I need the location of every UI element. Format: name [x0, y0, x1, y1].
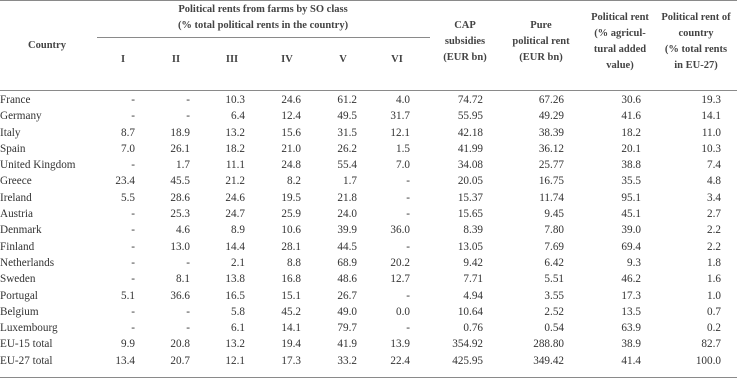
pure-political-rent-cell: 67.26 [538, 94, 564, 106]
table-row [0, 320, 721, 336]
cap-subsidies-header [428, 18, 502, 66]
table-top-rule [0, 0, 737, 1]
class-4-cell: 16.8 [281, 273, 301, 286]
class-1-cell: 8.7 [121, 126, 135, 139]
political-rent-va-cell: 63.9 [621, 322, 641, 335]
class-6-cell: 36.0 [390, 224, 410, 237]
cap-subsidies-cell: 10.64 [457, 305, 483, 318]
rent-eu-header-line4: in EU-27) [674, 60, 718, 71]
political-rent-va-cell: 18.2 [621, 126, 641, 139]
class-4-cell: 19.4 [281, 338, 301, 351]
class-1-cell: 5.1 [121, 289, 135, 302]
class-3-cell: 6.4 [231, 110, 245, 123]
class-4-cell: 24.6 [281, 94, 301, 106]
class-4-cell: 10.6 [281, 224, 301, 237]
country-cell: Netherlands [0, 256, 55, 269]
political-rent-va-cell: 41.4 [621, 354, 641, 367]
class-3-cell: 16.5 [225, 289, 245, 302]
country-cell: Spain [0, 142, 26, 155]
class-4-cell: 8.8 [287, 256, 301, 269]
class-2-cell: 20.8 [170, 338, 190, 351]
class-1-cell: 7.0 [121, 142, 135, 155]
class-5-cell: 21.8 [337, 191, 357, 204]
class-1-cell: 13.4 [115, 354, 135, 367]
class-1-cell: - [131, 224, 135, 237]
political-rent-eu-cell: 82.7 [701, 338, 721, 351]
country-cell: EU-15 total [0, 338, 53, 351]
class-5-cell: 48.6 [337, 273, 357, 286]
class-1-cell: - [131, 305, 135, 318]
political-rent-va-cell: 30.6 [621, 94, 641, 106]
political-rent-eu-cell: 1.6 [707, 273, 721, 286]
pure-political-rent-cell: 7.80 [544, 224, 564, 237]
table-row [0, 141, 721, 157]
table-row [0, 108, 721, 124]
political-rent-va-cell: 69.4 [621, 240, 641, 253]
class-1-cell: 5.5 [121, 191, 135, 204]
country-cell: Ireland [0, 191, 32, 204]
pure-header-line1: Pure [530, 20, 552, 31]
rent-va-header-line3: tural added [593, 44, 647, 55]
class-3-cell: 11.1 [225, 159, 245, 172]
pure-political-rent-cell: 3.55 [544, 289, 564, 302]
political-rent-va-cell: 17.3 [621, 289, 641, 302]
class-1-cell: - [131, 208, 135, 221]
table-row [0, 190, 721, 206]
class-3-cell: 8.9 [231, 224, 245, 237]
class-5-cell: 41.9 [337, 338, 357, 351]
class-header-5: V [339, 54, 347, 65]
rent-eu-header-line1: Political rent of [661, 12, 731, 23]
class-header-1: I [120, 54, 126, 65]
class-header-3: III [225, 54, 239, 65]
country-cell: Luxembourg [0, 322, 58, 335]
table-row [0, 206, 721, 222]
cap-subsidies-cell: 0.76 [463, 322, 483, 335]
rent-eu-header-line2: country [678, 28, 714, 39]
table-bottom-rule [0, 377, 737, 378]
class-6-cell: 1.5 [396, 142, 410, 155]
political-rent-eu-cell: 1.8 [707, 256, 721, 269]
table-row [0, 92, 721, 108]
pure-political-rent-cell: 38.39 [538, 126, 564, 139]
country-cell: France [0, 94, 31, 106]
class-4-cell: 12.4 [281, 110, 301, 123]
so-class-group-title-line2: (% total political rents in the country) [177, 20, 349, 31]
class-3-cell: 5.8 [231, 305, 245, 318]
cap-subsidies-cell: 34.08 [457, 159, 483, 172]
country-cell: Italy [0, 126, 21, 139]
cap-subsidies-cell: 4.94 [463, 289, 483, 302]
table-row [0, 222, 721, 238]
class-3-cell: 6.1 [231, 322, 245, 335]
country-cell: Sweden [0, 273, 36, 286]
country-cell: Portugal [0, 289, 38, 302]
class-2-cell: 25.3 [170, 208, 190, 221]
cap-subsidies-cell: 41.99 [457, 142, 483, 155]
pure-political-rent-cell: 11.74 [539, 191, 564, 204]
class-4-cell: 21.0 [281, 142, 301, 155]
class-6-cell: 13.9 [390, 338, 410, 351]
so-class-group-title [98, 2, 428, 34]
political-rent-va-cell: 13.5 [621, 305, 641, 318]
class-5-cell: 68.9 [337, 256, 357, 269]
class-2-cell: 1.7 [176, 159, 190, 172]
table-row [0, 125, 721, 141]
political-rent-eu-cell: 14.1 [701, 110, 721, 123]
rent-va-header-line1: Political rent [591, 12, 649, 23]
table-row [0, 353, 721, 369]
table-body [0, 92, 721, 369]
class-6-cell: 31.7 [390, 110, 410, 123]
country-cell: Denmark [0, 224, 42, 237]
class-5-cell: 39.9 [337, 224, 357, 237]
table-row [0, 255, 721, 271]
country-column-header: Country [28, 40, 66, 51]
political-rent-va-cell: 38.9 [621, 338, 641, 351]
table-row [0, 336, 721, 352]
class-3-cell: 24.7 [225, 208, 245, 221]
class-4-cell: 8.2 [287, 175, 301, 188]
pure-political-rent-cell: 5.51 [544, 273, 564, 286]
political-rent-eu-cell: 4.8 [707, 175, 721, 188]
cap-header-line1: CAP [454, 20, 476, 31]
pure-header-line2: political rent [512, 36, 570, 47]
table-row [0, 173, 721, 189]
class-6-cell: 12.7 [390, 273, 410, 286]
class-4-cell: 19.5 [281, 191, 301, 204]
rent-va-header-line4: value) [606, 60, 634, 71]
political-rent-eu-cell: 3.4 [707, 191, 721, 204]
class-6-cell: - [406, 240, 410, 253]
class-2-cell: 13.0 [170, 240, 190, 253]
class-5-cell: 49.5 [337, 110, 357, 123]
class-5-cell: 24.0 [337, 208, 357, 221]
class-header-6: VI [391, 54, 403, 65]
table-row [0, 239, 721, 255]
class-3-cell: 13.8 [225, 273, 245, 286]
class-3-cell: 2.1 [231, 256, 245, 269]
cap-subsidies-cell: 42.18 [457, 126, 483, 139]
class-5-cell: 26.7 [337, 289, 357, 302]
political-rent-eu-cell: 11.0 [701, 126, 721, 139]
cap-subsidies-cell: 9.42 [463, 256, 483, 269]
political-rent-eu-cell: 19.3 [701, 94, 721, 106]
class-1-cell: - [131, 273, 135, 286]
political-rent-va-cell: 35.5 [621, 175, 641, 188]
class-4-cell: 24.8 [281, 159, 301, 172]
rent-eu-header-line3: (% total rents [664, 44, 728, 55]
class-1-cell: - [131, 110, 135, 123]
political-rent-eu-header [655, 10, 737, 74]
class-3-cell: 18.2 [225, 142, 245, 155]
class-header-4: IV [281, 54, 293, 65]
class-4-cell: 28.1 [281, 240, 301, 253]
country-cell: United Kingdom [0, 159, 76, 172]
cap-subsidies-cell: 15.65 [457, 208, 483, 221]
pure-political-rent-cell: 16.75 [538, 175, 564, 188]
class-5-cell: 44.5 [337, 240, 357, 253]
pure-political-rent-cell: 9.45 [544, 208, 564, 221]
pure-political-rent-header [500, 18, 582, 66]
political-rent-eu-cell: 2.7 [707, 208, 721, 221]
class-2-cell: 18.9 [170, 126, 190, 139]
political-rent-eu-cell: 10.3 [701, 142, 721, 155]
pure-political-rent-cell: 6.42 [544, 256, 564, 269]
so-class-group-title-line1: Political rents from farms by SO class [178, 4, 348, 15]
pure-political-rent-cell: 49.29 [538, 110, 564, 123]
class-6-cell: 7.0 [396, 159, 410, 172]
country-cell: Austria [0, 208, 33, 221]
class-3-cell: 13.2 [225, 338, 245, 351]
class-3-cell: 21.2 [225, 175, 245, 188]
class-3-cell: 12.1 [225, 354, 245, 367]
class-5-cell: 31.5 [337, 126, 357, 139]
class-6-cell: - [406, 289, 410, 302]
cap-subsidies-cell: 7.71 [463, 273, 483, 286]
pure-political-rent-cell: 36.12 [538, 142, 564, 155]
class-header-2: II [171, 54, 181, 65]
political-rent-eu-cell: 2.2 [707, 240, 721, 253]
class-5-cell: 61.2 [337, 94, 357, 106]
table-row [0, 288, 721, 304]
class-2-cell: - [186, 305, 190, 318]
political-rent-eu-cell: 0.2 [707, 322, 721, 335]
class-4-cell: 15.6 [281, 126, 301, 139]
class-1-cell: - [131, 159, 135, 172]
table-row [0, 271, 721, 287]
cap-subsidies-cell: 13.05 [457, 240, 483, 253]
cap-subsidies-cell: 354.92 [452, 338, 483, 351]
class-5-cell: 55.4 [337, 159, 357, 172]
political-rent-eu-cell: 7.4 [707, 159, 721, 172]
cap-subsidies-cell: 425.95 [452, 354, 483, 367]
country-cell: Belgium [0, 305, 39, 318]
class-4-cell: 17.3 [281, 354, 301, 367]
class-6-cell: 22.4 [390, 354, 410, 367]
political-rent-va-header [580, 10, 660, 74]
class-2-cell: 4.6 [176, 224, 190, 237]
class-1-cell: - [131, 94, 135, 106]
pure-political-rent-cell: 25.77 [538, 159, 564, 172]
cap-header-line2: subsidies [444, 36, 486, 47]
political-rent-eu-cell: 0.7 [707, 305, 721, 318]
political-rent-va-cell: 38.8 [621, 159, 641, 172]
cap-header-line3: (EUR bn) [443, 52, 487, 63]
table-row [0, 304, 721, 320]
class-1-cell: - [131, 256, 135, 269]
class-2-cell: 8.1 [176, 273, 190, 286]
country-cell: Germany [0, 110, 42, 123]
political-rent-va-cell: 41.6 [621, 110, 641, 123]
class-1-cell: - [131, 322, 135, 335]
class-4-cell: 14.1 [281, 322, 301, 335]
cap-subsidies-cell: 74.72 [457, 94, 483, 106]
class-4-cell: 45.2 [281, 305, 301, 318]
class-1-cell: - [131, 240, 135, 253]
class-2-cell: - [186, 94, 190, 106]
table-row [0, 157, 721, 173]
class-5-cell: 1.7 [343, 175, 357, 188]
political-rent-va-cell: 46.2 [621, 273, 641, 286]
cap-subsidies-cell: 8.39 [463, 224, 483, 237]
class-5-cell: 79.7 [337, 322, 357, 335]
pure-political-rent-cell: 0.54 [544, 322, 564, 335]
political-rent-va-cell: 20.1 [621, 142, 641, 155]
class-6-cell: - [406, 322, 410, 335]
country-cell: EU-27 total [0, 354, 53, 367]
class-6-cell: - [406, 175, 410, 188]
class-2-cell: 45.5 [170, 175, 190, 188]
political-rent-va-cell: 45.1 [621, 208, 641, 221]
class-3-cell: 13.2 [225, 126, 245, 139]
political-rent-eu-cell: 2.2 [707, 224, 721, 237]
header-bottom-rule [0, 90, 737, 91]
cap-subsidies-cell: 20.05 [457, 175, 483, 188]
rent-va-header-line2: (% agricul- [594, 28, 646, 39]
pure-political-rent-cell: 2.52 [544, 305, 564, 318]
class-5-cell: 26.2 [337, 142, 357, 155]
class-1-cell: 9.9 [121, 338, 135, 351]
class-2-cell: - [186, 256, 190, 269]
class-2-cell: 36.6 [170, 289, 190, 302]
class-3-cell: 10.3 [225, 94, 245, 106]
class-2-cell: - [186, 110, 190, 123]
political-rents-table [0, 92, 721, 369]
cap-subsidies-cell: 15.37 [457, 191, 483, 204]
pure-political-rent-cell: 7.69 [544, 240, 564, 253]
pure-political-rent-cell: 349.42 [533, 354, 564, 367]
class-5-cell: 49.0 [337, 305, 357, 318]
class-2-cell: - [186, 322, 190, 335]
class-3-cell: 14.4 [225, 240, 245, 253]
country-cell: Greece [0, 175, 32, 188]
class-2-cell: 28.6 [170, 191, 190, 204]
political-rent-va-cell: 95.1 [621, 191, 641, 204]
class-2-cell: 20.7 [170, 354, 190, 367]
so-class-group-rule [97, 37, 430, 38]
class-4-cell: 25.9 [281, 208, 301, 221]
class-6-cell: 4.0 [396, 94, 410, 106]
cap-subsidies-cell: 55.95 [457, 110, 483, 123]
class-6-cell: - [406, 191, 410, 204]
class-4-cell: 15.1 [281, 289, 301, 302]
class-3-cell: 24.6 [225, 191, 245, 204]
pure-political-rent-cell: 288.80 [533, 338, 564, 351]
class-2-cell: 26.1 [170, 142, 190, 155]
class-6-cell: 0.0 [396, 305, 410, 318]
country-cell: Finland [0, 240, 35, 253]
class-6-cell: - [406, 208, 410, 221]
class-5-cell: 33.2 [337, 354, 357, 367]
pure-header-line3: (EUR bn) [519, 52, 563, 63]
class-6-cell: 12.1 [390, 126, 410, 139]
political-rent-va-cell: 39.0 [621, 224, 641, 237]
class-1-cell: 23.4 [115, 175, 135, 188]
class-6-cell: 20.2 [390, 256, 410, 269]
political-rent-va-cell: 9.3 [627, 256, 641, 269]
political-rent-eu-cell: 1.0 [707, 289, 721, 302]
political-rent-eu-cell: 100.0 [695, 354, 721, 367]
